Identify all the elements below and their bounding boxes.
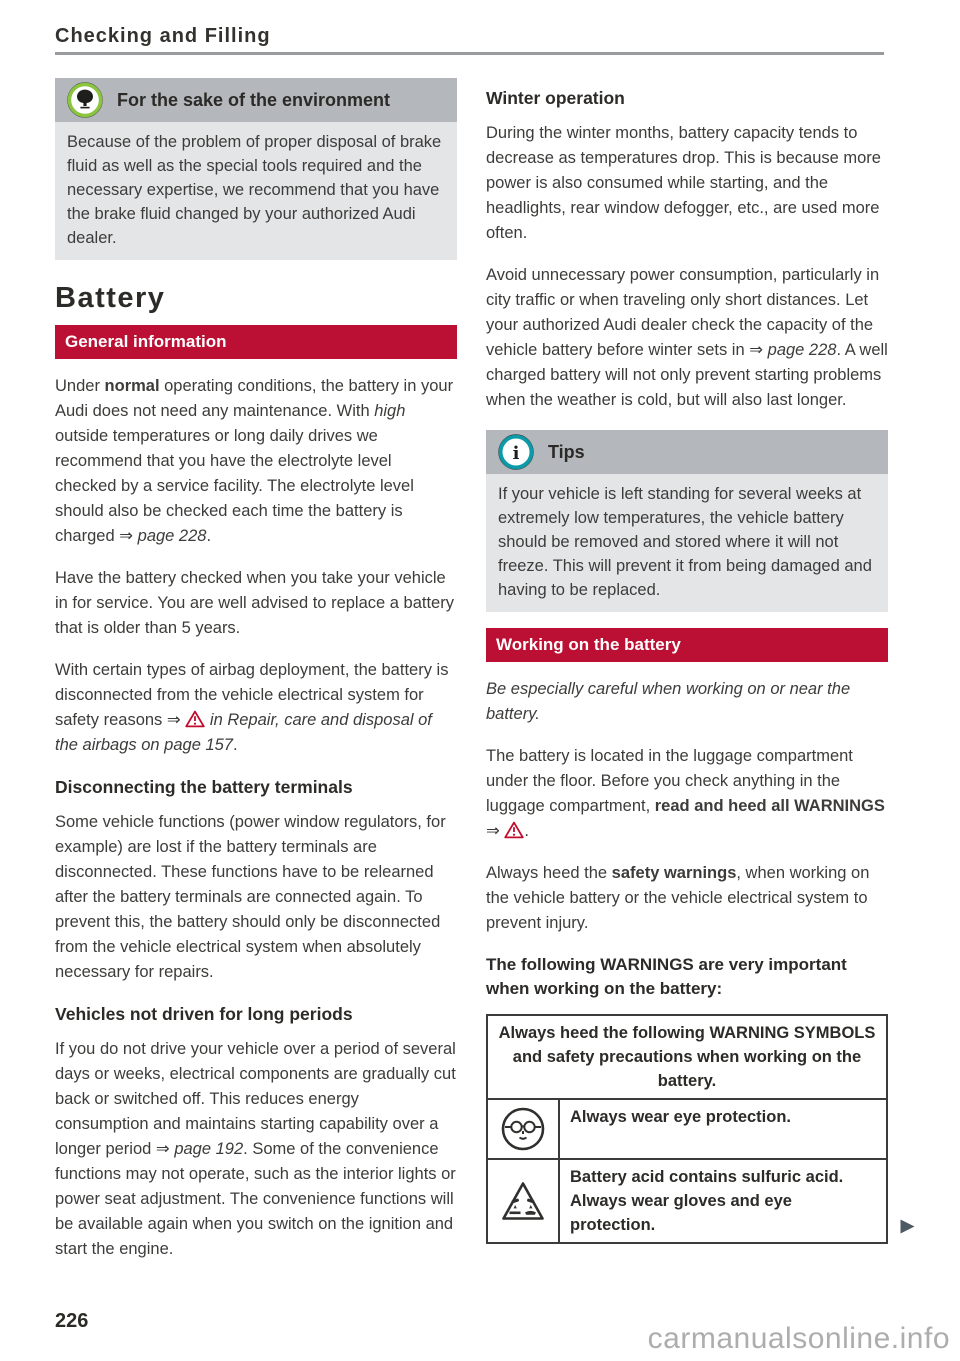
subhead-winter-operation: Winter operation (486, 88, 625, 108)
text-segment: in Repair, care and disposal of the airbags on page 157 (55, 711, 432, 754)
text-segment: page 192 (174, 1140, 244, 1158)
paragraph-battery-service (55, 566, 457, 641)
text-segment: , when working on the vehicle battery or the vehicle electrical system to prevent injury. (486, 864, 870, 932)
lead-in-following-warnings: The following WARNINGS are very important when working on the battery: (486, 955, 847, 998)
warning-text-cell: Always wear eye protection. (559, 1099, 887, 1159)
header-rule (55, 52, 884, 55)
text-segment: read and heed all WARNINGS (654, 797, 885, 815)
page-number: 226 (55, 1310, 89, 1332)
text-segment: ⇒ (166, 711, 186, 729)
text-segment: page 228 (767, 341, 837, 359)
text-segment: During the winter months, battery capacity tends to decrease as temperatures drop. This is because more power is also consumed while starting, and the headlights, rear window defogger, etc., are used more often. (486, 124, 881, 242)
corrosive-acid-icon (500, 1178, 546, 1224)
paragraph-be-careful (486, 677, 888, 727)
tips-box-body: If your vehicle is left standing for several weeks at extremely low temperatures, the vehicle battery should be removed and stored where it will not freeze. This will prevent it from being damaged and having to be replaced. (486, 474, 888, 612)
warning-text-cell: Battery acid contains sulfuric acid. Always wear gloves and eye protection. (559, 1159, 887, 1243)
text-segment: Have the battery checked when you take your vehicle in for service. You are well advised to replace a battery that is older than 5 years. (55, 569, 454, 637)
text-segment: Avoid unnecessary power consumption, particularly in city traffic or when traveling only short distances. Let your authorized Audi dealer check the capacity of the vehicle battery before winter sets in (486, 266, 880, 359)
paragraph-winter-2 (486, 263, 888, 413)
paragraph-vehicles-not-driven (55, 1037, 457, 1262)
text-segment: . A well charged battery will not only prevent starting problems when the weather is cold, but will also last longer. (486, 341, 888, 409)
warning-triangle-icon (504, 821, 524, 839)
tree-icon (67, 82, 103, 118)
text-segment: normal (104, 377, 160, 395)
warning-table-row (487, 1099, 887, 1159)
text-segment: With certain types of airbag deployment, the battery is disconnected from the vehicle electrical system for safety reasons (55, 661, 449, 729)
paragraph-heed-safety-warnings (486, 861, 888, 936)
text-segment: Under (55, 377, 105, 395)
page-title: Checking and Filling (55, 25, 271, 47)
text-segment: Always heed the (486, 864, 612, 882)
info-icon (498, 434, 534, 470)
tips-box (486, 430, 888, 612)
environment-note-title: For the sake of the environment (117, 89, 391, 110)
warning-table-header-row (487, 1015, 887, 1099)
tips-box-header (486, 430, 888, 474)
tips-box-title: Tips (548, 441, 585, 462)
warning-triangle-icon (185, 710, 205, 728)
subhead-disconnecting-terminals: Disconnecting the battery terminals (55, 777, 353, 797)
text-segment: ⇒ (749, 341, 768, 359)
environment-note-box (55, 78, 457, 260)
text-segment: high (374, 402, 406, 420)
warning-symbol-cell (487, 1099, 559, 1159)
banner-working-on-battery: Working on the battery (486, 628, 888, 662)
text-segment: ⇒ (119, 527, 138, 545)
text-segment: If you do not drive your vehicle over a period of several days or weeks, electrical components are gradually cut back or switched off. This reduces energy consumption and maintains starting capability over a longer period (55, 1040, 456, 1158)
text-segment: Be especially careful when working on or near the battery. (486, 680, 851, 723)
warning-symbols-table (486, 1014, 888, 1244)
right-column (486, 80, 888, 1244)
environment-note-header (55, 78, 457, 122)
paragraph-normal-conditions (55, 374, 457, 549)
text-segment: . (232, 736, 238, 754)
text-segment: page 228 (137, 527, 207, 545)
paragraph-disconnecting-terminals (55, 810, 457, 985)
text-segment: operating conditions, the battery in your Audi does not need any maintenance. With (55, 377, 454, 420)
left-column (55, 78, 457, 1279)
paragraph-airbag-deployment (55, 658, 457, 758)
environment-note-body: Because of the problem of proper disposal of brake fluid as well as the special tools required and the necessary expertise, we recommend that you have the brake fluid changed by your authorized Audi dealer. (55, 122, 457, 260)
warning-table-header-cell: Always heed the following WARNING SYMBOLS and safety precautions when working on the battery. (487, 1015, 887, 1099)
text-segment: outside temperatures or long daily drives we recommend that you have the electrolyte level checked by a service facility. The electrolyte level should also be checked each time the battery is charged (55, 427, 414, 545)
subhead-vehicles-not-driven: Vehicles not driven for long periods (55, 1004, 353, 1024)
text-segment: . (524, 822, 530, 840)
text-segment: Some vehicle functions (power window regulators, for example) are lost if the battery terminals are disconnected. These functions have to be relearned after the battery terminals are connected again. To prevent this, the battery should only be disconnected from the vehicle electrical system when absolutely necessary for repairs. (55, 813, 446, 981)
warning-symbol-cell (487, 1159, 559, 1243)
text-segment: ⇒ (486, 822, 505, 840)
text-segment: . (206, 527, 212, 545)
paragraph-winter-1 (486, 121, 888, 246)
banner-general-information: General information (55, 325, 457, 359)
watermark: carmanualsonline.info (647, 1322, 950, 1355)
text-segment: ⇒ (155, 1140, 175, 1158)
text-segment: . Some of the convenience functions may not operate, such as the interior lights or power seat adjustment. The convenience functions will be available again when you switch on the ignition and start the engine. (55, 1140, 456, 1258)
svg-text:i: i (512, 443, 520, 464)
paragraph-battery-location (486, 744, 888, 844)
text-segment: safety warnings (611, 864, 737, 882)
eye-protection-icon (500, 1106, 546, 1152)
warning-table-wrap (486, 1014, 888, 1244)
text-segment: The battery is located in the luggage compartment under the floor. Before you check anything in the luggage compartment, (486, 747, 853, 815)
play-arrow-icon (898, 1217, 917, 1236)
warning-table-row (487, 1159, 887, 1243)
section-title-battery: Battery (55, 282, 166, 314)
